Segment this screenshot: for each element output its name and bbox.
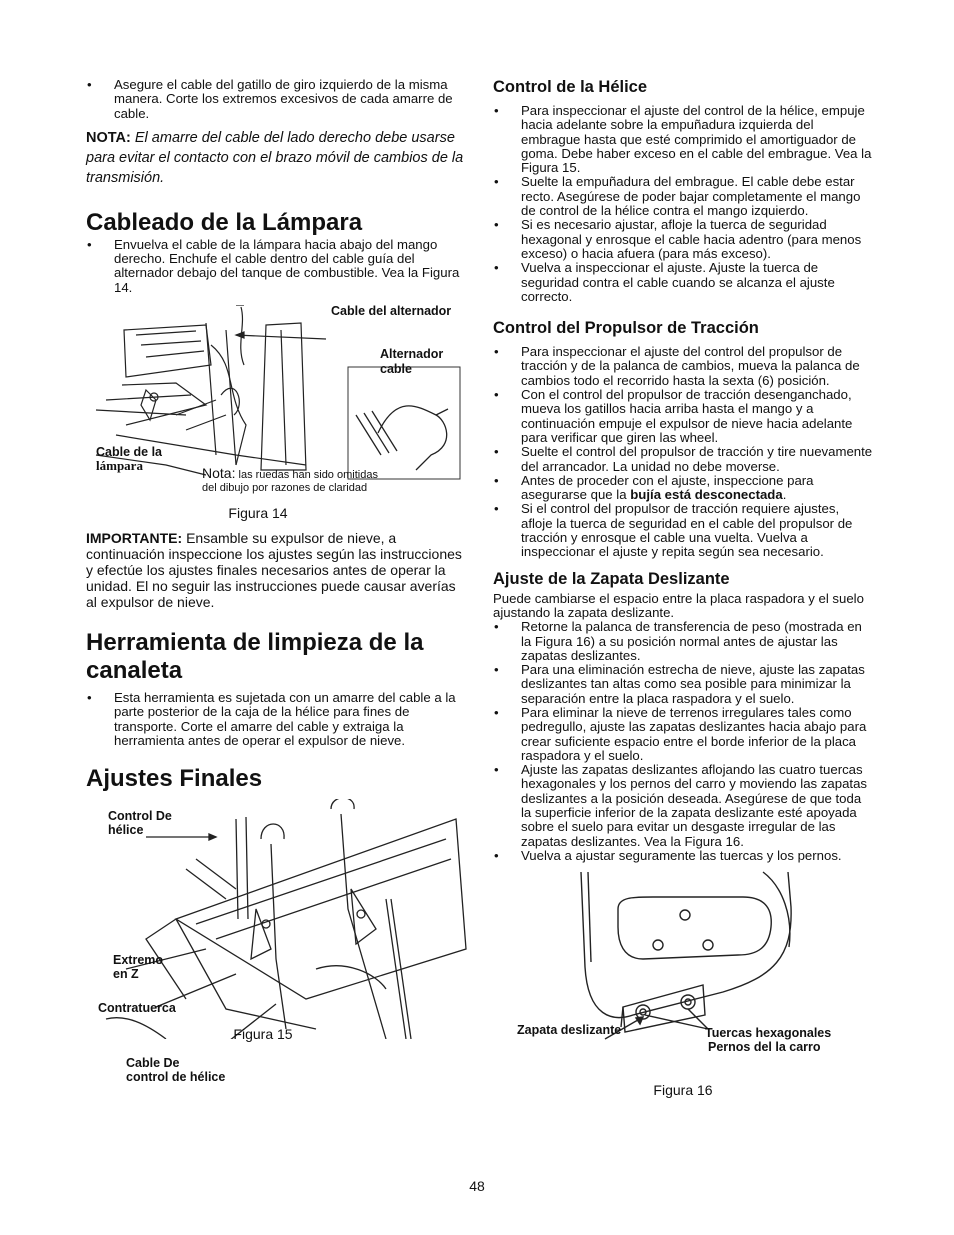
label-tuercas-hexagonales: Tuercas hexagonales xyxy=(705,1026,832,1041)
list-item: • Envuelva el cable de la lámpara hacia abajo del mango derecho. Enchufe el cable dentro del cable guía del alternador debajo del tanque de combustible. Vea la Figura 14. xyxy=(86,238,470,295)
list-item: • Ajuste las zapatas deslizantes aflojando las cuatro tuercas hexagonales y los pernos del carro y moviendo las zapatas deslizantes a la posición deseada. Asegúrese de que toda la superficie inferior de la zapata deslizante esté apoyada sobre el suelo para evitar un desgaste irregular de las zapatas deslizantes. Vea la Figura 16. xyxy=(493,763,873,849)
figure-16-caption: Figura 16 xyxy=(653,1082,713,1099)
figure-15-caption: Figura 15 xyxy=(233,1026,293,1042)
propulsor-bullets xyxy=(493,345,873,559)
list-item: • Con el control del propulsor de tracción desenganchado, mueva los gatillos hacia arriba hasta el mango y a continuación empuje el expulsor de nieve hacia adelante para verificar que giren las wheel. xyxy=(493,388,873,445)
helice-bullets xyxy=(493,104,873,304)
nota-paragraph xyxy=(86,128,470,188)
zapata-intro: Puede cambiarse el espacio entre la placa raspadora y el suelo ajustando la zapata deslizante. xyxy=(493,590,864,620)
label-pernos-carro: Pernos del la carro xyxy=(708,1040,821,1055)
intro-bullet-list xyxy=(86,78,470,121)
list-item: • Si es necesario ajustar, afloje la tuerca de seguridad hexagonal y enrosque el cable hacia adentro (para menos exceso) o hacia afuera (para más exceso). xyxy=(493,218,873,261)
section-title-herramienta xyxy=(86,629,470,685)
figure-16 xyxy=(493,867,873,1097)
label-cable: cable xyxy=(380,362,412,377)
herramienta-title-2: canaleta xyxy=(86,657,183,685)
section-title-propulsor: Control del Propulsor de Tracción xyxy=(493,319,759,338)
label-cable-de-la: Cable de la xyxy=(96,445,162,460)
section-title-cableado: Cableado de la Lámpara xyxy=(86,208,363,236)
label-control-de: Control De xyxy=(108,809,172,824)
list-item: • Para eliminar la nieve de terrenos irregulares tales como pedregullo, ajuste las zapatas deslizantes hacia abajo para crear suficiente espacio entre el borde inferior de la placa raspadora y el suelo. xyxy=(493,706,873,763)
figure-14-nota-label: Nota: xyxy=(202,465,236,482)
label-en-z: en Z xyxy=(113,967,139,982)
importante-paragraph xyxy=(86,530,470,610)
section-title-helice: Control de la Hélice xyxy=(493,78,648,96)
list-item: • Retorne la palanca de transferencia de peso (mostrada en la Figura 16) a su posición normal antes de ajustar las zapatas deslizantes. xyxy=(493,620,873,663)
figure-14-nota-text-1: las ruedas han sido omitidas xyxy=(238,469,378,482)
herramienta-bullets xyxy=(86,691,470,748)
bullet4-pre: Antes de proceder con el ajuste, inspeccione para asegurarse que la xyxy=(521,472,814,503)
importante-label: IMPORTANTE: xyxy=(86,530,183,547)
label-zapata-deslizante: Zapata deslizante xyxy=(517,1023,622,1038)
section-title-zapata: Ajuste de la Zapata Deslizante xyxy=(493,569,730,588)
bullet4-bold: bujía está desconectada xyxy=(630,487,783,503)
nota-text: El amarre del cable del lado derecho debe usarse para evitar el contacto con el brazo móvil de cambios de la transmisión. xyxy=(86,129,464,186)
nota-label: NOTA: xyxy=(86,129,131,146)
list-item: • Suelte el control del propulsor de tracción y tire nuevamente del arrancador. La unidad no debe moverse. xyxy=(493,445,873,474)
list-item: • Asegure el cable del gatillo de giro izquierdo de la misma manera. Corte los extremos excesivos de cada amarre de cable. xyxy=(86,78,470,121)
list-item xyxy=(493,474,873,503)
label-cable-de: Cable De xyxy=(126,1056,180,1071)
label-alternador: Alternador xyxy=(380,347,444,362)
figure-15 xyxy=(86,799,470,1085)
list-item: • Para una eliminación estrecha de nieve, ajuste las zapatas deslizantes tan altas como sea posible para minimizar la separación entre la placa raspadora y el suelo. xyxy=(493,663,873,706)
right-column xyxy=(493,78,873,1097)
figure-14-nota-text-2: del dibujo por razones de claridad xyxy=(202,482,368,495)
importante-text: Ensamble su expulsor de nieve, a continuación inspeccione los ajustes según las instrucciones y efectúe los ajustes finales necesarios antes de operar la unidad. El no seguir las instrucciones puede causar averías al expulsor de nieve. xyxy=(86,530,462,611)
zapata-bullets xyxy=(493,620,873,863)
label-control-de-helice: control de hélice xyxy=(126,1070,226,1085)
list-item: • Para inspeccionar el ajuste del control del propulsor de tracción y de la palanca de cambios, mueva la palanca de cambios todo el recorrido hasta la sexta (6) posición. xyxy=(493,345,873,388)
list-item: • Vuelva a ajustar seguramente las tuercas y los pernos. xyxy=(493,849,873,863)
list-item: • Vuelva a inspeccionar el ajuste. Ajuste la tuerca de seguridad contra el cable cuando se alcanza el ajuste correcto. xyxy=(493,261,873,304)
label-contratuerca: Contratuerca xyxy=(98,1001,176,1016)
list-item: • Si el control del propulsor de tracción requiere ajustes, afloje la tuerca de seguridad en el cable del propulsor de tracción y enrosque el cable una vuelta. Vuelva a inspeccionar el ajuste y repita según sea necesario. xyxy=(493,502,873,559)
bullet4-post: . xyxy=(782,487,787,503)
section-title-ajustes: Ajustes Finales xyxy=(86,765,263,793)
left-column xyxy=(86,77,470,1085)
label-cable-alternador: Cable del alternador xyxy=(331,304,452,319)
list-item: • Para inspeccionar el ajuste del control de la hélice, empuje hacia adelante sobre la empuñadura izquierda del embrague hasta que esté comprimido el amortiguador de goma. Debe haber exceso en el cable del embrague. Vea la Figura 15. xyxy=(493,104,873,175)
figure-14 xyxy=(86,305,470,520)
page-number: 48 xyxy=(469,1178,485,1194)
figure-14-caption: Figura 14 xyxy=(228,505,288,522)
cableado-bullets xyxy=(86,238,470,295)
figure-14-nota xyxy=(202,467,378,495)
herramienta-title-1: Herramienta de limpieza de la xyxy=(86,629,424,657)
list-item: • Suelte la empuñadura del embrague. El cable debe estar recto. Asegúrese de poder bajar completamente el mango de control de la hélice contra el mango izquierdo. xyxy=(493,175,873,218)
label-helice: hélice xyxy=(108,823,144,838)
label-lampara: lámpara xyxy=(96,458,143,474)
label-extremo: Extremo xyxy=(113,953,164,968)
list-item: • Esta herramienta es sujetada con un amarre del cable a la parte posterior de la caja de la hélice para fines de transporte. Corte el amarre del cable y extraiga la herramienta antes de operar el expulsor de nieve. xyxy=(86,691,470,748)
